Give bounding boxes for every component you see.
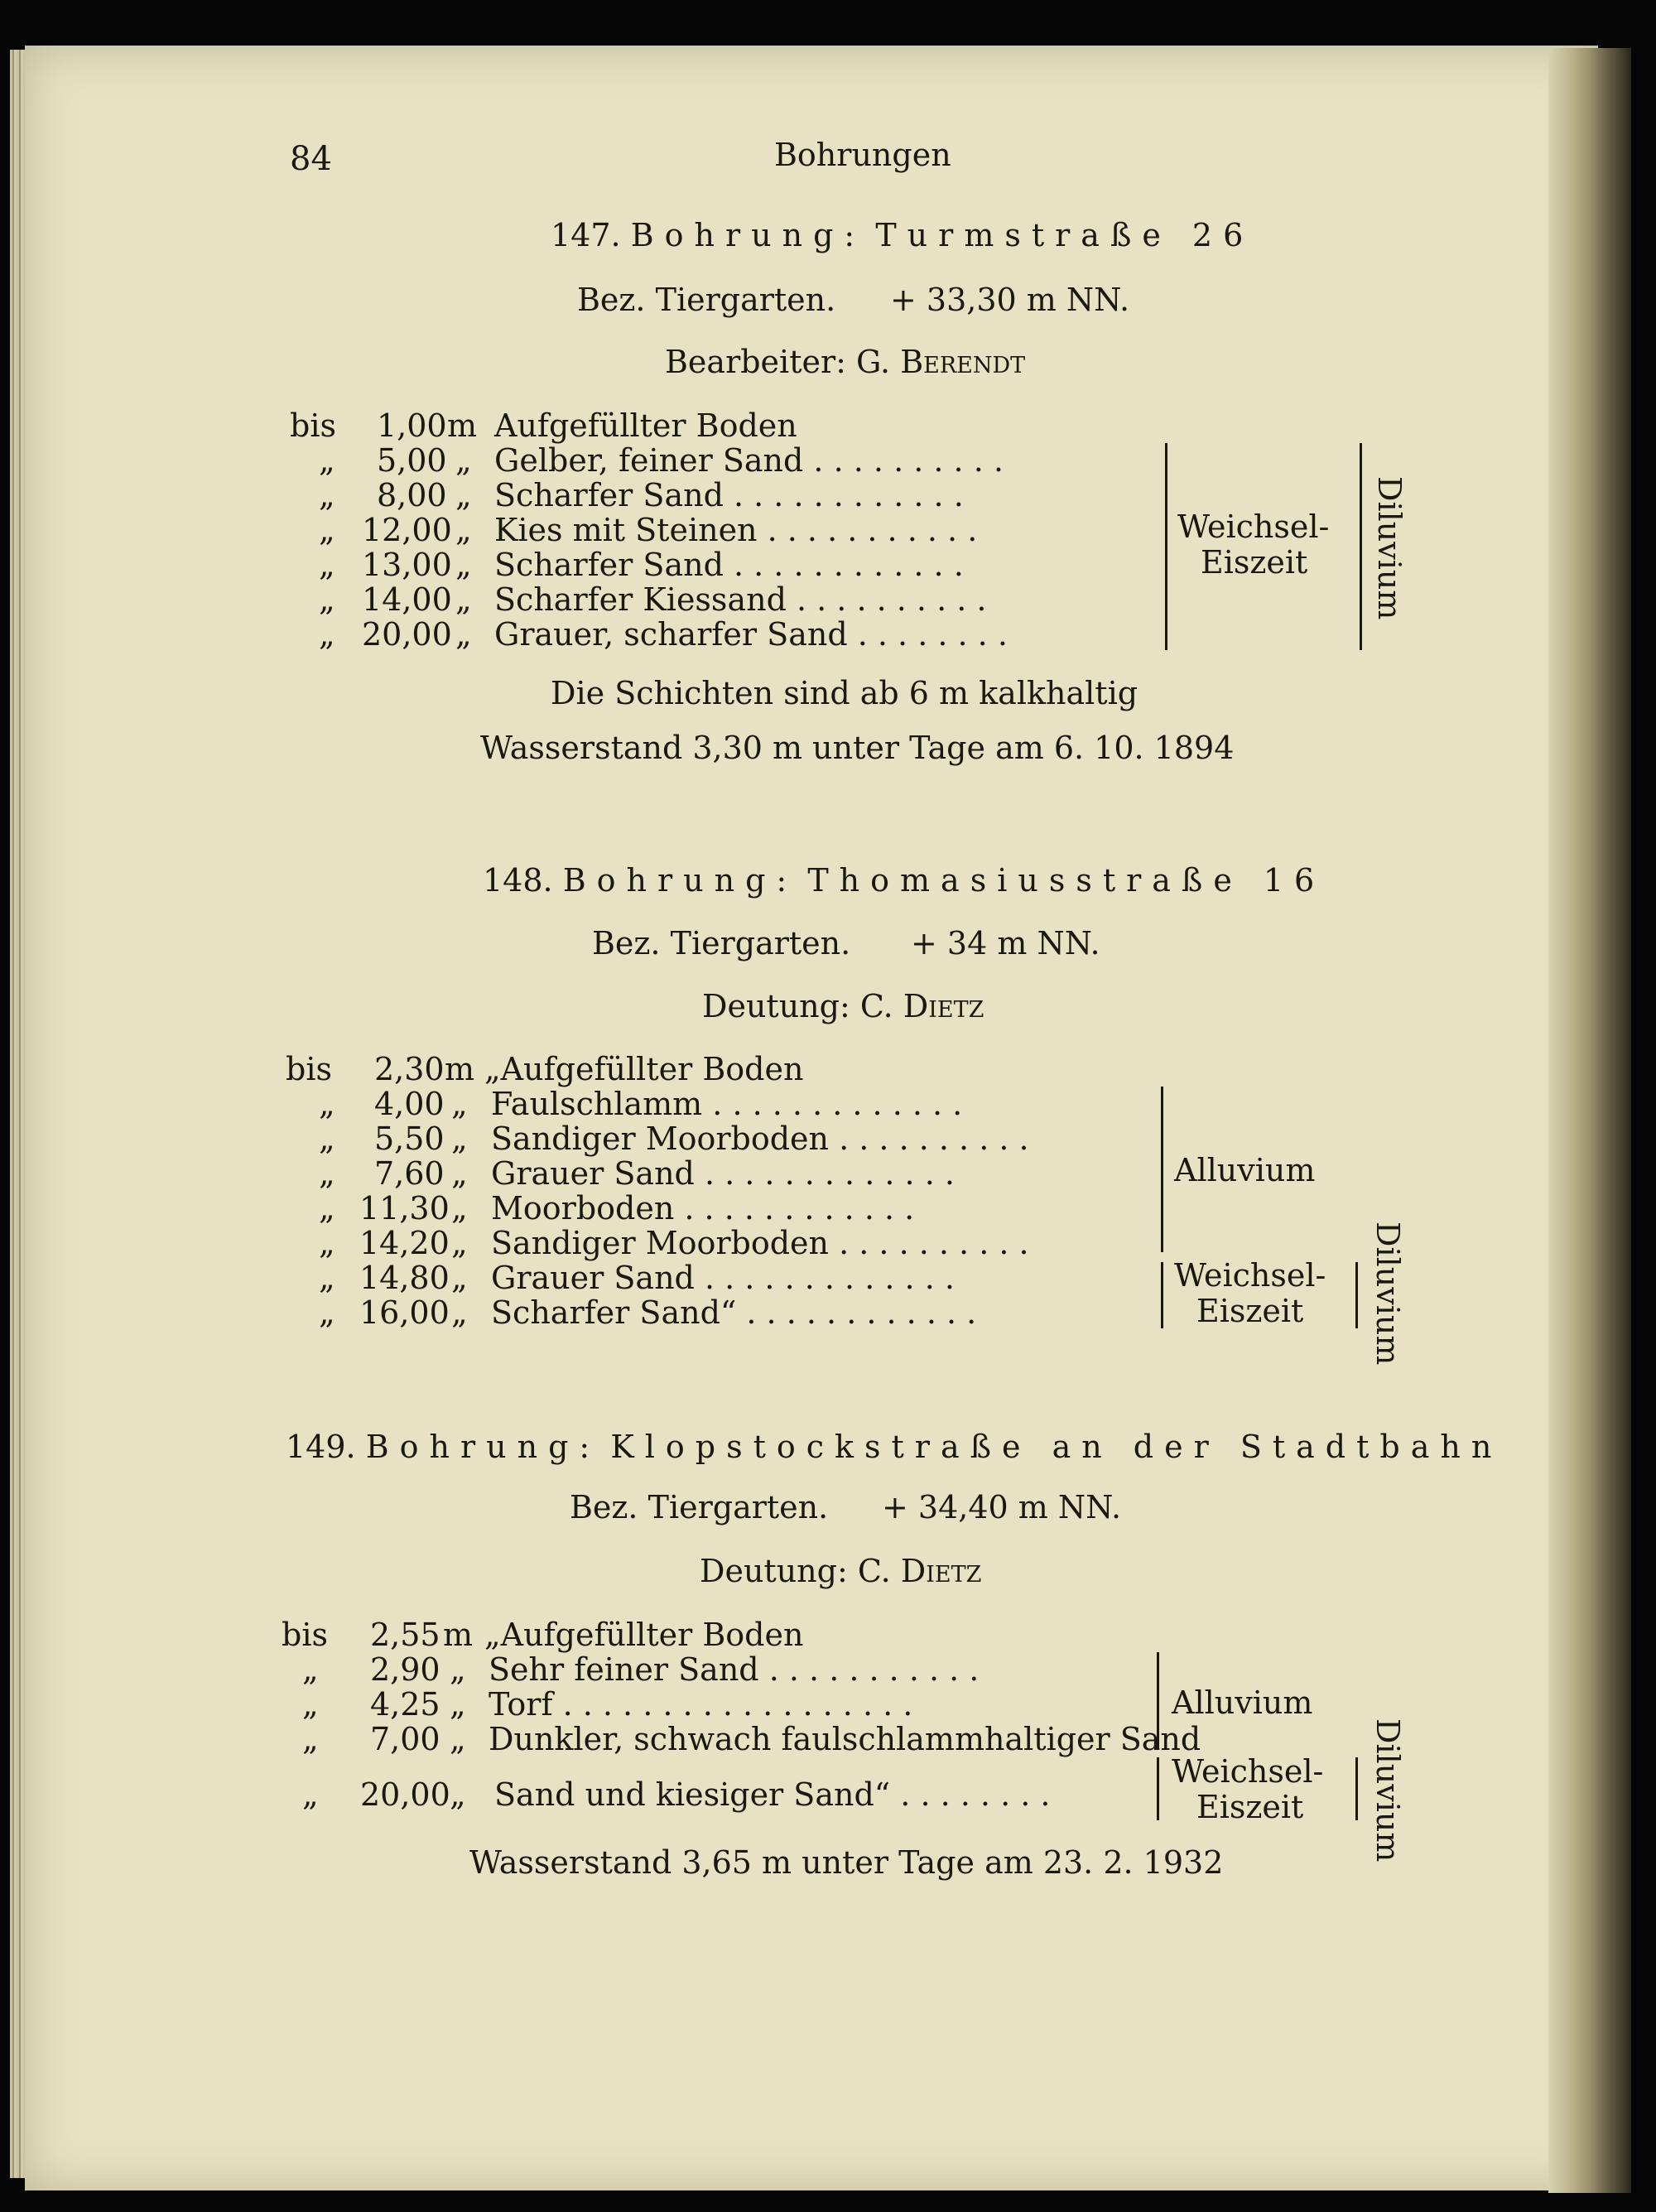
b147-row-unit: „ (455, 581, 472, 618)
b149-note-water: Wasserstand 3,65 m unter Tage am 23. 2. 1932 (469, 1844, 1224, 1881)
b149-heading (286, 1431, 1502, 1463)
b149-row-pre: „ (302, 1686, 319, 1723)
b148-row-depth: 4,00 (374, 1086, 445, 1122)
b148-row-depth: 7,60 (374, 1155, 445, 1192)
b148-group-weichsel: Weichsel- (1174, 1257, 1326, 1294)
b149-group-eiszeit: Eiszeit (1196, 1789, 1304, 1825)
b148-row-depth: 11,30 (359, 1190, 450, 1226)
b149-row-desc: Torf . . . . . . . . . . . . . . . . . . (489, 1686, 913, 1723)
b149-row-unit: „ (450, 1776, 466, 1813)
b149-credit (700, 1555, 981, 1587)
b148-row-depth: 2,30 (374, 1051, 445, 1087)
b149-number: 149. (286, 1429, 356, 1465)
b148-row-pre: „ (319, 1155, 335, 1192)
b147-row-desc: Grauer, scharfer Sand . . . . . . . . (494, 616, 1008, 653)
b147-row-depth: 12,00 (362, 512, 452, 548)
b149-alluvium-brace (1138, 1652, 1159, 1750)
b149-weichsel-brace (1138, 1757, 1159, 1820)
b149-row-unit: „ (450, 1721, 466, 1757)
b147-row-unit: m (447, 407, 478, 444)
b147-diluvium-brace (1341, 443, 1362, 650)
b148-row-desc: Moorboden . . . . . . . . . . . . (491, 1190, 915, 1226)
b148-row-desc: Scharfer Sand“ . . . . . . . . . . . . (491, 1294, 977, 1331)
b149-row-desc: Dunkler, schwach faulschlammhaltiger Sand (489, 1721, 1201, 1757)
b147-row-unit: „ (455, 616, 472, 653)
b147-row-desc: Scharfer Sand . . . . . . . . . . . . (494, 477, 964, 513)
b148-row-unit: „ (451, 1120, 468, 1157)
b148-street: Thomasiusstraße 16 (807, 862, 1326, 899)
b147-row-depth: 14,00 (362, 581, 452, 618)
b148-diluvium-brace (1337, 1262, 1358, 1328)
b149-group-alluvium: Alluvium (1172, 1684, 1313, 1721)
b147-note-lime: Die Schichten sind ab 6 m kalkhaltig (551, 675, 1138, 711)
b148-row-desc: Grauer Sand . . . . . . . . . . . . . (491, 1155, 955, 1192)
b147-number: 147. (551, 217, 621, 253)
b148-word: Bohrung: (562, 862, 798, 899)
b148-row-pre: „ (319, 1190, 335, 1226)
b147-row-pre: „ (319, 512, 335, 548)
b147-row-pre: „ (319, 477, 335, 513)
b149-row-depth: 2,90 (370, 1651, 440, 1688)
b148-row-depth: 14,20 (359, 1225, 450, 1261)
b149-row-unit: m (443, 1617, 474, 1653)
b149-row-pre: „ (302, 1651, 319, 1688)
b148-row-unit: „ (451, 1225, 468, 1261)
b148-group-alluvium: Alluvium (1174, 1152, 1316, 1188)
b149-row-desc: „Aufgefüllter Boden (484, 1617, 804, 1653)
b148-row-unit: m (445, 1051, 475, 1087)
b147-row-desc: Gelber, feiner Sand . . . . . . . . . . (494, 442, 1004, 479)
b149-row-pre: „ (302, 1721, 319, 1757)
b147-row-unit: „ (455, 477, 472, 513)
b147-district: Bez. Tiergarten. (577, 282, 836, 318)
b147-credit (665, 346, 1025, 378)
b148-row-unit: „ (451, 1294, 468, 1331)
b148-row-pre: „ (319, 1225, 335, 1261)
b149-row-desc: Sehr feiner Sand . . . . . . . . . . . (489, 1651, 980, 1688)
b149-district: Bez. Tiergarten. (570, 1489, 829, 1525)
b147-row-depth: 13,00 (362, 547, 452, 583)
b149-group-weichsel: Weichsel- (1172, 1753, 1324, 1790)
b148-row-desc: Sandiger Moorboden . . . . . . . . . . (491, 1120, 1029, 1157)
b147-credit-name: Berendt (900, 344, 1026, 380)
b147-row-desc: Aufgefüllter Boden (494, 407, 797, 444)
b148-row-depth: 5,50 (374, 1120, 445, 1157)
b149-word: Bohrung: (365, 1429, 601, 1465)
b149-row-pre: „ (302, 1776, 319, 1813)
b148-row-depth: 14,80 (359, 1260, 450, 1296)
b147-credit-label: Bearbeiter: G. (665, 344, 891, 380)
b148-row-desc: „Aufgefüllter Boden (484, 1051, 804, 1087)
b148-row-unit: „ (451, 1260, 468, 1296)
b148-weichsel-brace (1143, 1262, 1163, 1328)
b149-row-depth: 20,00 (360, 1776, 450, 1813)
b147-row-depth: 8,00 (377, 477, 447, 513)
b148-credit-label: Deutung: C. (702, 988, 893, 1024)
b147-group-diluvium: Diluvium (1371, 476, 1408, 620)
b147-group-weichsel: Weichsel- (1177, 508, 1330, 545)
b149-elevation: + 34,40 m NN. (882, 1489, 1122, 1525)
b148-row-unit: „ (451, 1190, 468, 1226)
b147-row-pre: „ (319, 616, 335, 653)
b148-heading (483, 862, 1326, 899)
b148-row-unit: „ (451, 1086, 468, 1122)
b147-row-desc: Kies mit Steinen . . . . . . . . . . . (494, 512, 978, 548)
b147-note-water: Wasserstand 3,30 m unter Tage am 6. 10. 1894 (480, 730, 1235, 766)
b147-row-pre: bis (290, 407, 336, 444)
b147-street: Turmstraße 26 (875, 217, 1254, 253)
b147-row-depth: 1,00 (377, 407, 447, 444)
b147-row-unit: „ (455, 547, 472, 583)
b148-credit-name: Dietz (903, 988, 984, 1024)
b148-row-desc: Faulschlamm . . . . . . . . . . . . . (491, 1086, 963, 1122)
b149-credit-name: Dietz (900, 1553, 982, 1589)
b147-elevation: + 33,30 m NN. (890, 282, 1130, 318)
b148-group-diluvium: Diluvium (1370, 1222, 1406, 1366)
b149-credit-label: Deutung: C. (700, 1553, 891, 1589)
b147-row-depth: 5,00 (377, 442, 447, 479)
b149-row-unit: „ (450, 1651, 466, 1688)
book-fore-edge-right (1548, 48, 1631, 2193)
b147-row-unit: „ (455, 512, 472, 548)
b147-row-pre: „ (319, 442, 335, 479)
b147-row-unit: „ (455, 442, 472, 479)
b148-row-pre: bis (286, 1051, 332, 1087)
b148-row-unit: „ (451, 1155, 468, 1192)
b147-heading (551, 219, 1254, 251)
b149-group-diluvium: Diluvium (1370, 1718, 1406, 1863)
b148-district: Bez. Tiergarten. (592, 925, 851, 961)
b149-row-unit: „ (450, 1686, 466, 1723)
b148-elevation: + 34 m NN. (911, 925, 1100, 961)
b149-row-desc: Sand und kiesiger Sand“ . . . . . . . . (494, 1776, 1051, 1813)
b148-row-pre: „ (319, 1086, 335, 1122)
b148-row-pre: „ (319, 1120, 335, 1157)
b149-row-pre: bis (282, 1617, 328, 1653)
b147-row-desc: Scharfer Kiessand . . . . . . . . . . (494, 581, 987, 618)
b148-row-desc: Grauer Sand . . . . . . . . . . . . . (491, 1260, 955, 1296)
b148-row-desc: Sandiger Moorboden . . . . . . . . . . (491, 1225, 1029, 1261)
b147-row-pre: „ (319, 547, 335, 583)
b147-word: Bohrung: (630, 217, 866, 253)
b147-weichsel-brace (1147, 443, 1167, 650)
b148-row-pre: „ (319, 1294, 335, 1331)
b149-diluvium-brace (1337, 1757, 1358, 1820)
b148-number: 148. (483, 862, 553, 899)
b149-row-depth: 4,25 (370, 1686, 440, 1723)
b148-group-eiszeit: Eiszeit (1196, 1293, 1304, 1329)
b149-row-depth: 2,55 (370, 1617, 440, 1653)
page-number: 84 (290, 140, 332, 178)
b149-row-depth: 7,00 (370, 1721, 440, 1757)
b147-row-pre: „ (319, 581, 335, 618)
b147-row-depth: 20,00 (362, 616, 452, 653)
running-title: Bohrungen (774, 137, 951, 173)
b148-credit (702, 990, 984, 1022)
b148-alluvium-brace (1143, 1087, 1163, 1252)
b148-row-depth: 16,00 (359, 1294, 450, 1331)
b148-row-pre: „ (319, 1260, 335, 1296)
b149-street: Klopstockstraße an der Stadtbahn (610, 1429, 1503, 1465)
b147-row-desc: Scharfer Sand . . . . . . . . . . . . (494, 547, 964, 583)
b147-group-eiszeit: Eiszeit (1201, 544, 1308, 581)
